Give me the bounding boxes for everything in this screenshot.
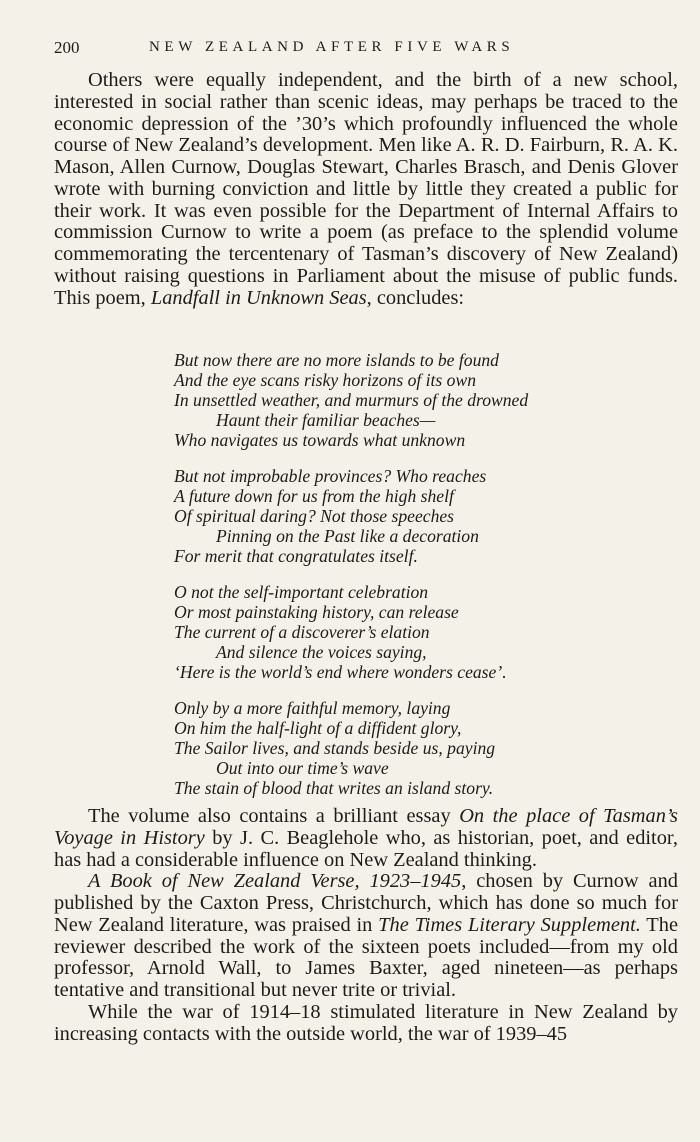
poem-stanza bbox=[174, 582, 634, 682]
war-paragraph: While the war of 1914–18 stimulated literature in New Zealand by increasing contacts with the outside world, the war of 1939–45 bbox=[54, 1000, 678, 1045]
anthology-text-end: The reviewer described the work of the sixteen poets included—from my old professor, Arnold Wall, to James Baxter, aged nineteen—as perhaps tentative and transitional but never trite or trivial. bbox=[54, 913, 679, 1001]
essay-text-end: by J. C. Beaglehole who, as historian, poet, and editor, has had a considerable influence on New Zealand thinking. bbox=[54, 826, 678, 871]
poem-line: Pinning on the Past like a decoration bbox=[216, 526, 479, 546]
intro-section bbox=[54, 70, 678, 309]
poem-block bbox=[174, 350, 634, 814]
poem-title: Landfall in Unknown Seas bbox=[150, 286, 367, 309]
poem-line: For merit that congratulates itself. bbox=[174, 546, 418, 566]
body-section bbox=[54, 806, 678, 1045]
poem-line: Or most painstaking history, can release bbox=[174, 602, 459, 622]
essay-paragraph bbox=[54, 806, 678, 871]
intro-text-end: , concludes: bbox=[366, 286, 465, 309]
poem-line: And silence the voices saying, bbox=[216, 642, 427, 662]
poem-stanza bbox=[174, 698, 634, 798]
anthology-title: A Book of New Zealand Verse, 1923–1945 bbox=[88, 870, 462, 893]
intro-text: Others were equally independent, and the birth of a new school, interested in social rather than scenic ideas, may perhaps be traced to the economic depression of the ’30’s which profoundly influenced the whole course of New Zealand’s development. Men like A. R. D. Fairburn, R. A. K. Mason, Allen Curnow, Douglas Stewart, Charles Brasch, and Denis Glover wrote with burning conviction and little by little they created a public for their work. It was even possible for the Department of Internal Affairs to commission Curnow to write a poem (as preface to the splendid volume commemorating the tercentenary of Tasman’s discovery of New Zealand) without raising questions in Parliament about the misuse of public funds. This poem, bbox=[54, 69, 678, 309]
poem-line: The current of a discoverer’s elation bbox=[174, 622, 430, 642]
running-head: NEW ZEALAND AFTER FIVE WARS bbox=[149, 39, 515, 55]
anthology-paragraph bbox=[54, 871, 678, 1002]
poem-line: And the eye scans risky horizons of its own bbox=[174, 370, 476, 390]
poem-line: The Sailor lives, and stands beside us, paying bbox=[174, 738, 496, 758]
poem-line: On him the half-light of a diffident glory, bbox=[174, 718, 462, 738]
essay-text: The volume also contains a brilliant essay bbox=[88, 805, 460, 827]
poem-stanza bbox=[174, 350, 634, 450]
poem-line: Only by a more faithful memory, laying bbox=[174, 698, 451, 718]
poem-line: Out into our time’s wave bbox=[216, 758, 389, 778]
poem-line: In unsettled weather, and murmurs of the drowned bbox=[174, 390, 529, 410]
page-number: 200 bbox=[54, 38, 80, 57]
poem-stanza bbox=[174, 466, 634, 566]
poem-line: But not improbable provinces? Who reaches bbox=[174, 466, 487, 486]
page-header bbox=[54, 38, 670, 62]
anthology-text: , chosen by Curnow and published by the Caxton Press, Christchurch, which has done so much for New Zealand literature, was praised in bbox=[54, 870, 678, 936]
poem-line: Who navigates us towards what unknown bbox=[174, 430, 466, 450]
poem-line: Of spiritual daring? Not those speeches bbox=[174, 506, 455, 526]
journal-title: The Times Literary Supplement. bbox=[378, 913, 641, 936]
essay-title: On the place of Tasman’s Voyage in History bbox=[54, 805, 678, 849]
poem-line: A future down for us from the high shelf bbox=[174, 486, 454, 506]
poem-line: ‘Here is the world’s end where wonders cease’. bbox=[174, 662, 507, 682]
poem-line: Haunt their familiar beaches— bbox=[216, 410, 436, 430]
poem-line: The stain of blood that writes an island story. bbox=[174, 778, 494, 798]
intro-paragraph bbox=[54, 70, 678, 309]
poem-line: But now there are no more islands to be found bbox=[174, 350, 499, 370]
poem-line: O not the self-important celebration bbox=[174, 582, 429, 602]
